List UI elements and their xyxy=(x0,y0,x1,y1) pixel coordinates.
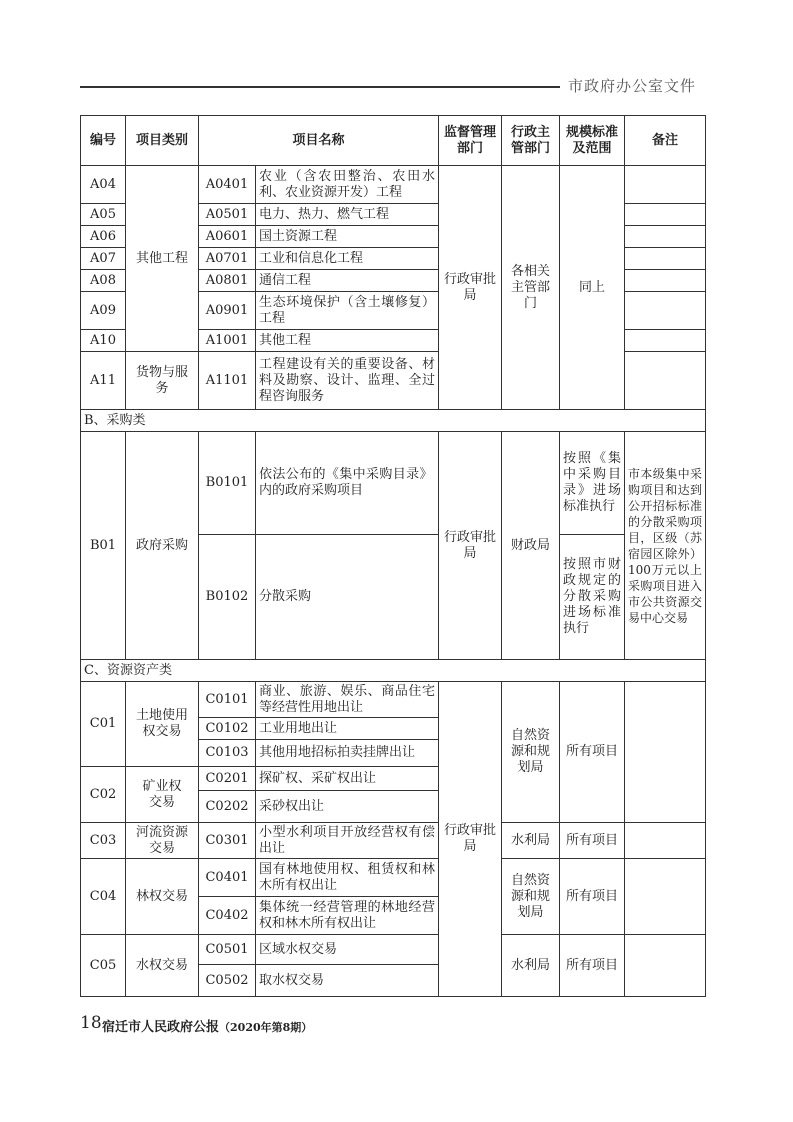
table-row xyxy=(81,823,706,859)
row-name: 商业、旅游、娱乐、商品住宅等经营性用地出让 xyxy=(256,682,439,718)
row-code: A10 xyxy=(81,330,126,352)
row-subcode: C0301 xyxy=(199,823,256,859)
row-code: A05 xyxy=(81,204,126,226)
row-note xyxy=(625,352,706,410)
row-admin: 财政局 xyxy=(502,432,560,660)
row-note xyxy=(625,270,706,292)
section-title-c: C、资源资产类 xyxy=(81,660,706,682)
row-name: 其他用地招标拍卖挂牌出让 xyxy=(256,740,439,767)
row-admin: 水利局 xyxy=(502,935,560,997)
row-subcode: C0401 xyxy=(199,859,256,897)
row-subcode: A0701 xyxy=(199,248,256,270)
header-rule xyxy=(80,86,560,88)
row-name: 电力、热力、燃气工程 xyxy=(256,204,439,226)
row-code: C04 xyxy=(81,859,126,935)
row-code: C01 xyxy=(81,682,126,767)
row-supervise: 行政审批局 xyxy=(439,166,502,410)
header-scale: 规模标准及范围 xyxy=(560,116,625,166)
row-supervise: 行政审批局 xyxy=(439,432,502,660)
row-scale: 同上 xyxy=(560,166,625,410)
row-code: C03 xyxy=(81,823,126,859)
section-row xyxy=(81,660,706,682)
row-category: 林权交易 xyxy=(126,859,199,935)
row-name: 国有林地使用权、租赁权和林木所有权出让 xyxy=(256,859,439,897)
row-note xyxy=(625,204,706,226)
row-name: 小型水利项目开放经营权有偿出让 xyxy=(256,823,439,859)
row-scale: 所有项目 xyxy=(560,823,625,859)
section-title-b: B、采购类 xyxy=(81,410,706,432)
row-code: C02 xyxy=(81,767,126,823)
row-scale: 按照市财政规定的分散采购进场标准执行 xyxy=(560,535,625,660)
project-table xyxy=(80,115,706,997)
row-code: A07 xyxy=(81,248,126,270)
row-code: A04 xyxy=(81,166,126,204)
row-supervise: 行政审批局 xyxy=(439,682,502,997)
row-category: 其他工程 xyxy=(126,166,199,352)
row-name: 集体统一经营管理的林地经营权和林木所有权出让 xyxy=(256,897,439,935)
row-name: 工业和信息化工程 xyxy=(256,248,439,270)
row-note xyxy=(625,166,706,204)
row-code: A08 xyxy=(81,270,126,292)
row-subcode: C0202 xyxy=(199,791,256,823)
row-subcode: B0102 xyxy=(199,535,256,660)
row-note xyxy=(625,935,706,997)
row-name: 探矿权、采矿权出让 xyxy=(256,767,439,791)
row-name: 工业用地出让 xyxy=(256,718,439,740)
header-note: 备注 xyxy=(625,116,706,166)
row-name: 工程建设有关的重要设备、材料及勘察、设计、监理、全过程咨询服务 xyxy=(256,352,439,410)
row-scale: 所有项目 xyxy=(560,682,625,823)
row-name: 依法公布的《集中采购目录》内的政府采购项目 xyxy=(256,432,439,535)
section-row xyxy=(81,410,706,432)
header-supervise: 监督管理部门 xyxy=(439,116,502,166)
footer-title xyxy=(102,1016,312,1035)
table-row xyxy=(81,166,706,204)
header-code: 编号 xyxy=(81,116,126,166)
row-code: C05 xyxy=(81,935,126,997)
row-subcode: C0201 xyxy=(199,767,256,791)
row-subcode: A0601 xyxy=(199,226,256,248)
row-subcode: A1101 xyxy=(199,352,256,410)
row-subcode: C0501 xyxy=(199,935,256,965)
row-note xyxy=(625,248,706,270)
row-name: 国土资源工程 xyxy=(256,226,439,248)
row-name: 其他工程 xyxy=(256,330,439,352)
footer-journal: 宿迁市人民政府公报 xyxy=(102,1020,220,1035)
row-note xyxy=(625,292,706,330)
row-admin: 自然资源和规划局 xyxy=(502,682,560,823)
row-subcode: A0901 xyxy=(199,292,256,330)
row-note xyxy=(625,823,706,859)
row-name: 取水权交易 xyxy=(256,965,439,997)
row-admin: 水利局 xyxy=(502,823,560,859)
row-subcode: A0401 xyxy=(199,166,256,204)
row-subcode: A1001 xyxy=(199,330,256,352)
row-category: 货物与服务 xyxy=(126,352,199,410)
row-subcode: A0501 xyxy=(199,204,256,226)
row-subcode: C0502 xyxy=(199,965,256,997)
row-note xyxy=(625,226,706,248)
row-category: 水权交易 xyxy=(126,935,199,997)
row-scale: 所有项目 xyxy=(560,935,625,997)
page-number: 18 xyxy=(80,1013,102,1033)
row-name: 通信工程 xyxy=(256,270,439,292)
header-admin: 行政主管部门 xyxy=(502,116,560,166)
table-row xyxy=(81,859,706,897)
table-header-row xyxy=(81,116,706,166)
row-subcode: C0101 xyxy=(199,682,256,718)
row-subcode: C0102 xyxy=(199,718,256,740)
row-note xyxy=(625,859,706,935)
row-category: 河流资源交易 xyxy=(126,823,199,859)
row-subcode: A0801 xyxy=(199,270,256,292)
row-name: 分散采购 xyxy=(256,535,439,660)
row-scale: 按照《集中采购目录》进场标准执行 xyxy=(560,432,625,535)
row-subcode: C0402 xyxy=(199,897,256,935)
row-admin: 各相关主管部门 xyxy=(502,166,560,410)
row-note xyxy=(625,682,706,823)
header-name: 项目名称 xyxy=(199,116,439,166)
table-row xyxy=(81,682,706,718)
row-name: 生态环境保护（含土壤修复）工程 xyxy=(256,292,439,330)
row-code: A06 xyxy=(81,226,126,248)
row-category: 政府采购 xyxy=(126,432,199,660)
table-row xyxy=(81,935,706,965)
row-category: 矿业权交易 xyxy=(126,767,199,823)
row-name: 采砂权出让 xyxy=(256,791,439,823)
row-note xyxy=(625,330,706,352)
footer-issue: （2020年第8期） xyxy=(219,1021,313,1034)
header-category: 项目类别 xyxy=(126,116,199,166)
row-name: 区域水权交易 xyxy=(256,935,439,965)
row-code: B01 xyxy=(81,432,126,660)
row-admin: 自然资源和规划局 xyxy=(502,859,560,935)
row-category: 土地使用权交易 xyxy=(126,682,199,767)
header-title: 市政府办公室文件 xyxy=(568,77,697,95)
row-scale: 所有项目 xyxy=(560,859,625,935)
row-subcode: B0101 xyxy=(199,432,256,535)
table-row xyxy=(81,432,706,535)
row-code: A09 xyxy=(81,292,126,330)
row-name: 农业（含农田整治、农田水利、农业资源开发）工程 xyxy=(256,166,439,204)
row-subcode: C0103 xyxy=(199,740,256,767)
row-note: 市本级集中采购项目和达到公开招标标准的分散采购项目，区级（苏宿园区除外）100万元以上采购项目进入市公共资源交易中心交易 xyxy=(625,432,706,660)
row-code: A11 xyxy=(81,352,126,410)
